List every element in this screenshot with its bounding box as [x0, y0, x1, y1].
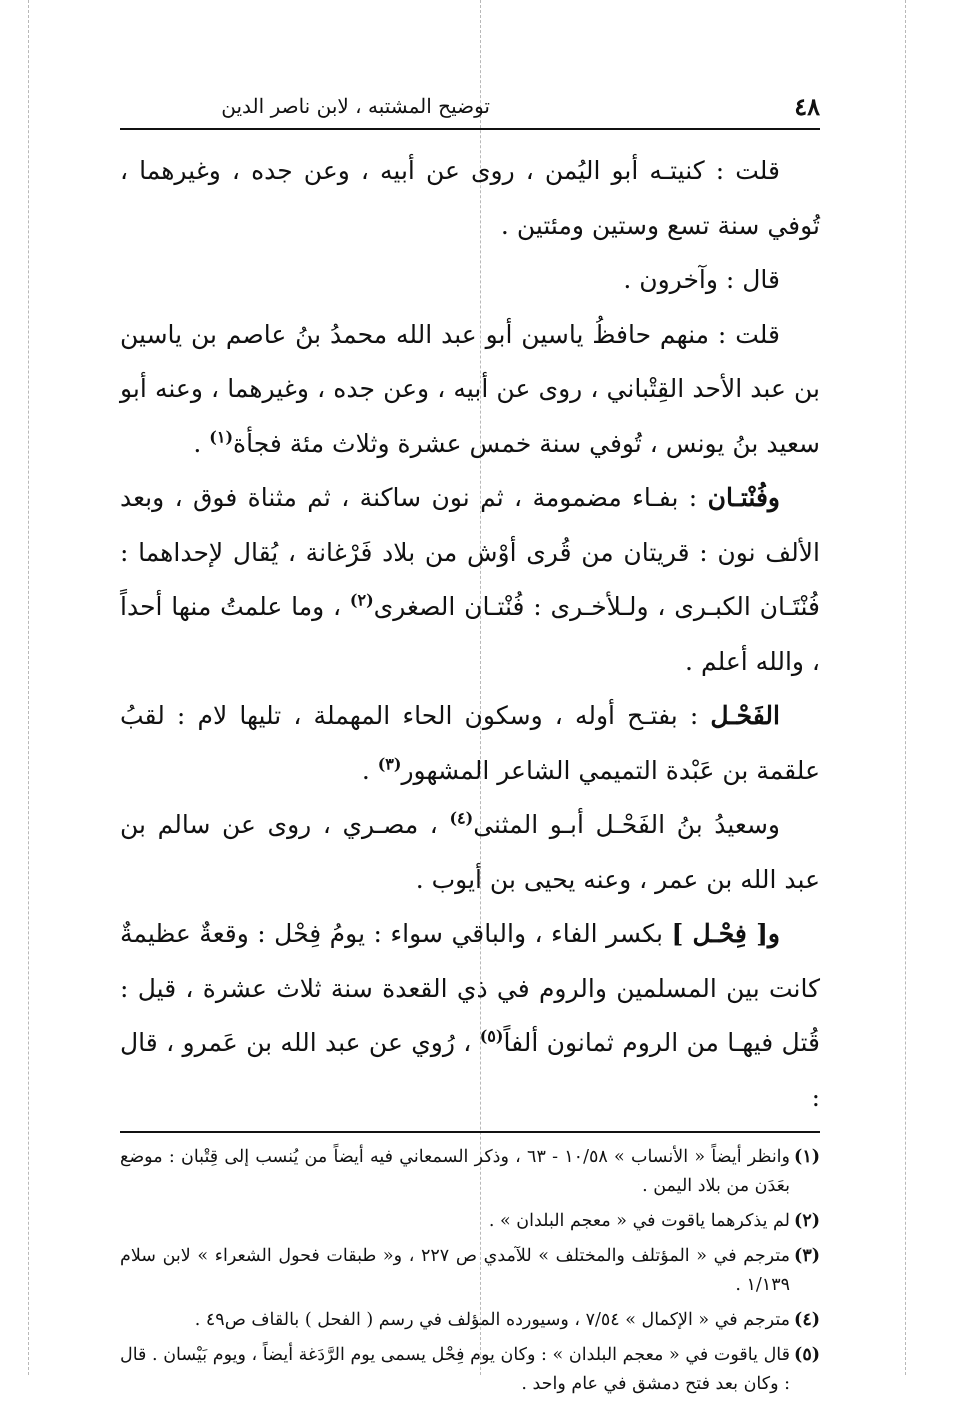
page-header — [120, 88, 820, 130]
footnote-text: قال ياقوت في « معجم البلدان » : وكان يوم فِحْل يسمى يوم الرَّدَغة أيضاً ، ويوم بَيْسان . قال : وكان بعد فتح دمشق في عام واحد . — [120, 1345, 790, 1394]
paragraph-text: قلت : كنيتـه أبو اليُمن ، روى عن أبيه ، وعن جده ، وغيرهما ، تُوفي سنة تسع وستين ومئتين . — [120, 156, 820, 240]
footnote — [120, 1242, 820, 1300]
paragraph-tail: ، وما علمتُ منها أحداً ، والله أعلم . — [120, 592, 820, 676]
scan-guide-left — [28, 0, 29, 1375]
paragraph — [120, 253, 820, 308]
main-text — [120, 144, 820, 1125]
paragraph-tail: . — [361, 755, 378, 785]
footnote-ref: (٤) — [449, 808, 474, 828]
footnote-ref: (٥) — [479, 1026, 504, 1046]
footnote-ref: (٣) — [377, 754, 402, 774]
paragraph — [120, 308, 820, 472]
entry-headword: و[ فِحْـل ] — [671, 919, 780, 948]
paragraph — [120, 907, 820, 1125]
footnote-text: مترجم في « الإكمال » ٧/٥٤ ، وسيورده المؤلف في رسم ( الفحل ) بالقاف ص٤٩ . — [194, 1310, 790, 1330]
book-page — [120, 88, 820, 1405]
paragraph-tail: ، رُوي عن عبد الله بن عَمرو ، قال : — [120, 1028, 820, 1112]
footnote-number: (٢) — [794, 1211, 820, 1231]
footnote-ref: (٢) — [349, 590, 374, 610]
scan-guide-right — [905, 0, 906, 1375]
entry-headword: وفُنْتـان — [707, 483, 780, 512]
footnote-text: وانظر أيضاً « الأنساب » ١٠/٥٨ - ٦٣ ، وذكر السمعاني فيه أيضاً من يُنسب إلى قِتْبان : موضع بعَدَن من بلاد اليمن . — [120, 1147, 790, 1196]
footnote — [120, 1341, 820, 1399]
footnote-number: (٣) — [794, 1246, 820, 1266]
paragraph-text: قال : وآخرون . — [623, 265, 780, 294]
paragraph-tail: . — [193, 428, 210, 458]
footnote-number: (٤) — [794, 1310, 820, 1330]
footnote-ref: (١) — [209, 427, 234, 447]
paragraph — [120, 689, 820, 798]
paragraph-text: : بفـاء مضمومة ، ثم نون ساكنة ، ثم مثناة فوق ، وبعد الألف نون : قريتان من قُرى أوْش من بلاد فَرْغانة ، يُقال لإحداهما : فُنْتَـان الكبـرى ، ولـلأخـرى : فُنْتـان الصغرى — [120, 483, 821, 621]
paragraph-tail: ، مصـري ، روى عن سالم بن عبد الله بن عمر ، وعنه يحيى بن أيوب . — [120, 810, 820, 894]
footnote-separator — [120, 1131, 820, 1133]
footnote — [120, 1143, 820, 1201]
running-title: توضيح المشتبه ، لابن ناصر الدين — [221, 94, 490, 118]
paragraph — [120, 471, 820, 689]
footnote — [120, 1306, 820, 1335]
footnote — [120, 1207, 820, 1236]
paragraph — [120, 798, 820, 907]
paragraph-text: : بفتـح أوله ، وسكون الحاء المهملة ، تليها لام : لقبُ علقمة بن عَبْدة التميمي الشاعر المشهور — [120, 701, 820, 785]
footnotes — [120, 1143, 820, 1399]
entry-headword: الفَحْـل — [710, 701, 780, 730]
footnote-text: مترجم في « المؤتلف والمختلف » للآمدي ص ٢٢٧ ، و« طبقات فحول الشعراء » لابن سلام ١/١٣٩ . — [120, 1246, 790, 1295]
paragraph-text: بكسر الفاء ، والباقي سواء : يومُ فِحْل : وقعةٌ عظيمةٌ كانت بين المسلمين والروم في ذي القعدة سنة ثلاث عشرة ، قيل : قُتل فيهـا من الروم ثمانون ألفاً — [120, 919, 820, 1057]
paragraph-text: قلت : منهم حافظُ ياسين أبو عبد الله محمدُ بنُ عاصم بن ياسين بن عبد الأحد القِتْباني ، روى عن أبيه ، وعن جده ، وغيرهما ، وعنه أبو سعيد بنُ يونس ، تُوفي سنة خمس عشرة وثلاث مئة فجأة — [120, 319, 820, 458]
paragraph — [120, 144, 820, 253]
page-number: ٤٨ — [794, 92, 820, 121]
footnote-number: (١) — [794, 1147, 820, 1167]
footnote-text: لم يذكرهما ياقوت في « معجم البلدان » . — [488, 1211, 790, 1231]
paragraph-text: وسعيدُ بنُ الفَحْـل أبـو المثنى — [473, 810, 780, 839]
footnote-number: (٥) — [794, 1345, 820, 1365]
